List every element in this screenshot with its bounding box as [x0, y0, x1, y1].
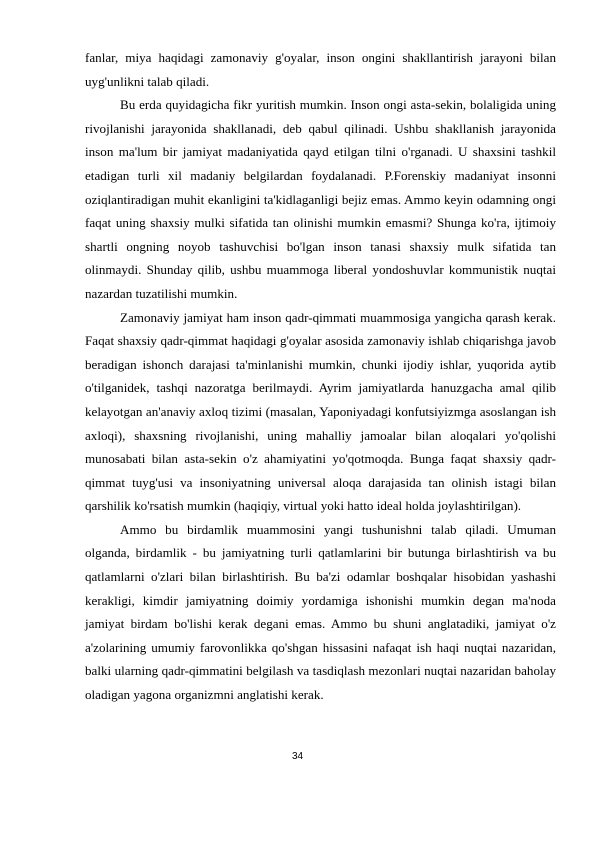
paragraph-human-dignity: Zamonaviy jamiyat ham inson qadr-qimmati muammosiga yangicha qarash kerak. Faqat shaxsiy qadr-qimmat haqidagi g'oyalar asosida zamonaviy ishlab chiqarishga javob beradigan ishonch darajasi ta'minlanishi mumkin, chunki ijodiy ishlar, yuqorida aytib o'tilganidek, tashqi nazoratga berilmaydi. Ayrim jamiyatlarda hanuzgacha amal qilib kelayotgan an'anaviy axloq tizimi (masalan, Yaponiyadagi konfutsiyizmga asoslangan ish axloqi), shaxsning rivojlanishi, uning mahalliy jamoalar bilan aloqalari yo'qolishi munosabati bilan asta-sekin o'z ahamiyatini yo'qotmoqda. Bunga faqat shaxsiy qadr-qimmat tuyg'usi va insoniyatning universal aloqa darajasida tan olinish istagi bilan qarshilik ko'rsatish mumkin (haqiqiy, virtual yoki hatto ideal holda joylashtirilgan). — [85, 309, 556, 514]
paragraph-continuation: fanlar, miya haqidagi zamonaviy g'oyalar, inson ongini shakllantirish jarayoni bilan uyg'unlikni talab qiladi. — [85, 50, 556, 89]
document-page — [85, 46, 556, 707]
paragraph-consciousness-formation: Bu erda quyidagicha fikr yuritish mumkin. Inson ongi asta-sekin, bolaligida uning rivojlanishi jarayonida shakllanadi, deb qabul qilinadi. Ushbu shakllanish jarayonida inson ma'lum bir jamiyat madaniyatida qayd etilgan tilni o'rganadi. U shaxsini tashkil etadigan turli xil madaniy belgilardan foydalanadi. P.Forenskiy madaniyat insonni oziqlantiradigan muhit ekanligini ta'kidlaganligi bejiz emas. Ammo keyin odamning ongi faqat uning shaxsiy mulki sifatida tan olinishi mumkin emasmi? Shunga ko'ra, ijtimoiy shartli ongning noyob tashuvchisi bo'lgan inson tanasi shaxsiy mulk sifatida tan olinmaydi. Shunday qilib, ushbu muammoga liberal yondoshuvlar kommunistik nuqtai nazardan tuzatilishi mumkin. — [85, 97, 556, 301]
paragraph-solidarity: Ammo bu birdamlik muammosini yangi tushunishni talab qiladi. Umuman olganda, birdamlik - bu jamiyatning turli qatlamlarini bir butunga birlashtirish va bu qatlamlarni o'zlari bilan birlashtirish. Bu ba'zi odamlar boshqalar hisobidan yashashi kerakligi, kimdir jamiyatning doimiy yordamiga ishonishi mumkin degan ma'noda jamiyat birdam bo'lishi kerak degani emas. Ammo bu shuni anglatadiki, jamiyat o'z a'zolarining umumiy farovonlikka qo'shgan hissasini nafaqat ish haqi nuqtai nazaridan, balki ularning qadr-qimmatini belgilash va tasdiqlash mezonlari nuqtai nazaridan baholay oladigan yagona organizmni anglatishi kerak. — [85, 521, 556, 703]
page-number: 34 — [291, 751, 304, 762]
